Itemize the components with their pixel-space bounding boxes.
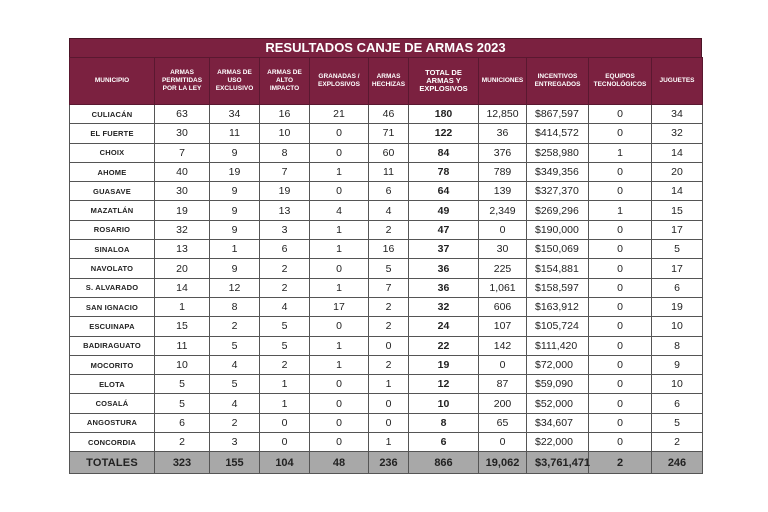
cell-impacto: 3 [260,220,310,239]
cell-equipos: 2 [589,452,652,474]
cell-total: 84 [409,143,479,162]
cell-granadas: 0 [310,394,369,413]
cell-municiones: 19,062 [479,452,527,474]
cell-municipio: COSALÁ [70,394,155,413]
cell-municipio: NAVOLATO [70,259,155,278]
cell-granadas: 0 [310,143,369,162]
cell-municipio: SAN IGNACIO [70,297,155,316]
cell-permitidas: 5 [155,394,210,413]
cell-hechizas: 4 [369,201,409,220]
cell-total: 36 [409,259,479,278]
cell-juguetes: 6 [652,394,703,413]
results-table [69,57,703,474]
cell-permitidas: 14 [155,278,210,297]
cell-permitidas: 5 [155,375,210,394]
cell-total: 19 [409,355,479,374]
cell-juguetes: 14 [652,143,703,162]
cell-municipio: MOCORITO [70,355,155,374]
table-row [70,240,703,259]
cell-exclusivo: 2 [210,413,260,432]
cell-impacto: 1 [260,375,310,394]
cell-granadas: 17 [310,297,369,316]
cell-impacto: 2 [260,355,310,374]
cell-hechizas: 236 [369,452,409,474]
cell-municiones: 225 [479,259,527,278]
cell-exclusivo: 12 [210,278,260,297]
table-row [70,143,703,162]
cell-municiones: 0 [479,355,527,374]
cell-granadas: 1 [310,220,369,239]
cell-municiones: 65 [479,413,527,432]
cell-juguetes: 5 [652,413,703,432]
cell-exclusivo: 9 [210,259,260,278]
cell-equipos: 1 [589,201,652,220]
table-row [70,259,703,278]
cell-municipio: ROSARIO [70,220,155,239]
cell-incentivos: $414,572 [527,124,589,143]
cell-exclusivo: 155 [210,452,260,474]
header-row [70,58,703,105]
cell-impacto: 13 [260,201,310,220]
cell-permitidas: 20 [155,259,210,278]
cell-incentivos: $59,090 [527,375,589,394]
cell-total: 37 [409,240,479,259]
cell-impacto: 6 [260,240,310,259]
cell-impacto: 1 [260,394,310,413]
cell-permitidas: 10 [155,355,210,374]
cell-total: 49 [409,201,479,220]
cell-granadas: 1 [310,240,369,259]
cell-hechizas: 1 [369,433,409,452]
cell-juguetes: 20 [652,162,703,181]
cell-permitidas: 6 [155,413,210,432]
cell-exclusivo: 1 [210,240,260,259]
cell-equipos: 0 [589,394,652,413]
cell-municipio: CONCORDIA [70,433,155,452]
cell-equipos: 0 [589,162,652,181]
cell-permitidas: 15 [155,317,210,336]
cell-juguetes: 17 [652,220,703,239]
cell-municiones: 36 [479,124,527,143]
cell-hechizas: 5 [369,259,409,278]
cell-exclusivo: 3 [210,433,260,452]
cell-hechizas: 1 [369,375,409,394]
cell-granadas: 0 [310,413,369,432]
cell-total: 12 [409,375,479,394]
cell-exclusivo: 34 [210,105,260,124]
cell-municipio: S. ALVARADO [70,278,155,297]
cell-equipos: 0 [589,240,652,259]
cell-exclusivo: 5 [210,375,260,394]
cell-total: 78 [409,162,479,181]
cell-exclusivo: 9 [210,220,260,239]
cell-municiones: 142 [479,336,527,355]
cell-equipos: 0 [589,317,652,336]
table-row [70,375,703,394]
cell-permitidas: 63 [155,105,210,124]
cell-municipio: ANGOSTURA [70,413,155,432]
cell-municiones: 0 [479,220,527,239]
cell-permitidas: 30 [155,182,210,201]
cell-juguetes: 246 [652,452,703,474]
table-row [70,433,703,452]
cell-impacto: 5 [260,317,310,336]
cell-municiones: 107 [479,317,527,336]
cell-permitidas: 1 [155,297,210,316]
cell-municipio: TOTALES [70,452,155,474]
cell-juguetes: 8 [652,336,703,355]
cell-granadas: 0 [310,124,369,143]
table-row [70,297,703,316]
cell-total: 36 [409,278,479,297]
cell-hechizas: 0 [369,413,409,432]
cell-granadas: 1 [310,278,369,297]
cell-equipos: 0 [589,297,652,316]
cell-incentivos: $269,296 [527,201,589,220]
cell-total: 24 [409,317,479,336]
cell-total: 64 [409,182,479,201]
cell-granadas: 0 [310,259,369,278]
cell-granadas: 0 [310,317,369,336]
header-permitidas: ARMAS PERMITIDAS POR LA LEY [155,58,210,105]
cell-juguetes: 15 [652,201,703,220]
cell-equipos: 0 [589,336,652,355]
cell-hechizas: 2 [369,297,409,316]
cell-impacto: 0 [260,433,310,452]
cell-total: 32 [409,297,479,316]
cell-equipos: 0 [589,278,652,297]
cell-municiones: 139 [479,182,527,201]
cell-granadas: 1 [310,162,369,181]
cell-juguetes: 6 [652,278,703,297]
cell-equipos: 0 [589,355,652,374]
table-row [70,182,703,201]
cell-impacto: 4 [260,297,310,316]
cell-permitidas: 323 [155,452,210,474]
cell-equipos: 0 [589,413,652,432]
cell-exclusivo: 8 [210,297,260,316]
cell-granadas: 21 [310,105,369,124]
cell-granadas: 1 [310,355,369,374]
cell-impacto: 2 [260,259,310,278]
header-impacto: ARMAS DE ALTO IMPACTO [260,58,310,105]
cell-municiones: 376 [479,143,527,162]
cell-permitidas: 2 [155,433,210,452]
cell-incentivos: $154,881 [527,259,589,278]
cell-hechizas: 2 [369,355,409,374]
cell-granadas: 1 [310,336,369,355]
cell-juguetes: 10 [652,375,703,394]
cell-hechizas: 71 [369,124,409,143]
cell-total: 866 [409,452,479,474]
table-row [70,413,703,432]
header-exclusivo: ARMAS DE USO EXCLUSIVO [210,58,260,105]
table-row [70,317,703,336]
cell-incentivos: $349,356 [527,162,589,181]
cell-municiones: 30 [479,240,527,259]
cell-impacto: 7 [260,162,310,181]
cell-exclusivo: 5 [210,336,260,355]
cell-incentivos: $111,420 [527,336,589,355]
cell-equipos: 0 [589,259,652,278]
totals-row [70,452,703,474]
header-total: TOTAL DE ARMAS Y EXPLOSIVOS [409,58,479,105]
cell-total: 122 [409,124,479,143]
cell-exclusivo: 9 [210,143,260,162]
cell-equipos: 0 [589,182,652,201]
cell-permitidas: 11 [155,336,210,355]
header-juguetes: JUGUETES [652,58,703,105]
cell-incentivos: $150,069 [527,240,589,259]
cell-municipio: ESCUINAPA [70,317,155,336]
cell-municipio: AHOME [70,162,155,181]
cell-granadas: 0 [310,375,369,394]
table-row [70,336,703,355]
table-row [70,124,703,143]
cell-juguetes: 34 [652,105,703,124]
cell-municipio: BADIRAGUATO [70,336,155,355]
cell-incentivos: $3,761,471 [527,452,589,474]
cell-impacto: 10 [260,124,310,143]
cell-hechizas: 7 [369,278,409,297]
cell-municipio: GUASAVE [70,182,155,201]
cell-incentivos: $190,000 [527,220,589,239]
cell-equipos: 0 [589,433,652,452]
cell-equipos: 0 [589,220,652,239]
cell-hechizas: 0 [369,394,409,413]
cell-equipos: 0 [589,124,652,143]
header-granadas: GRANADAS / EXPLOSIVOS [310,58,369,105]
cell-exclusivo: 4 [210,355,260,374]
cell-municiones: 87 [479,375,527,394]
cell-hechizas: 0 [369,336,409,355]
cell-municiones: 200 [479,394,527,413]
cell-total: 6 [409,433,479,452]
cell-exclusivo: 4 [210,394,260,413]
cell-incentivos: $52,000 [527,394,589,413]
cell-municipio: ELOTA [70,375,155,394]
cell-equipos: 1 [589,143,652,162]
cell-total: 180 [409,105,479,124]
cell-hechizas: 16 [369,240,409,259]
cell-incentivos: $867,597 [527,105,589,124]
cell-permitidas: 32 [155,220,210,239]
table-row [70,278,703,297]
cell-juguetes: 17 [652,259,703,278]
cell-permitidas: 30 [155,124,210,143]
cell-municiones: 12,850 [479,105,527,124]
cell-hechizas: 11 [369,162,409,181]
cell-juguetes: 14 [652,182,703,201]
cell-permitidas: 13 [155,240,210,259]
cell-incentivos: $327,370 [527,182,589,201]
cell-impacto: 8 [260,143,310,162]
cell-incentivos: $258,980 [527,143,589,162]
table-body [70,105,703,474]
cell-total: 47 [409,220,479,239]
cell-exclusivo: 9 [210,201,260,220]
cell-juguetes: 10 [652,317,703,336]
cell-permitidas: 19 [155,201,210,220]
cell-hechizas: 2 [369,220,409,239]
cell-municipio: SINALOA [70,240,155,259]
cell-juguetes: 2 [652,433,703,452]
cell-total: 22 [409,336,479,355]
header-municipio: MUNICIPIO [70,58,155,105]
cell-granadas: 0 [310,182,369,201]
cell-municiones: 789 [479,162,527,181]
cell-municiones: 606 [479,297,527,316]
cell-incentivos: $34,607 [527,413,589,432]
table-row [70,220,703,239]
cell-municipio: EL FUERTE [70,124,155,143]
cell-municiones: 0 [479,433,527,452]
cell-incentivos: $22,000 [527,433,589,452]
cell-exclusivo: 2 [210,317,260,336]
header-incentivos: INCENTIVOS ENTREGADOS [527,58,589,105]
cell-impacto: 16 [260,105,310,124]
cell-exclusivo: 9 [210,182,260,201]
cell-hechizas: 60 [369,143,409,162]
cell-exclusivo: 11 [210,124,260,143]
cell-permitidas: 7 [155,143,210,162]
cell-incentivos: $163,912 [527,297,589,316]
cell-hechizas: 2 [369,317,409,336]
cell-impacto: 104 [260,452,310,474]
cell-impacto: 5 [260,336,310,355]
table-title: RESULTADOS CANJE DE ARMAS 2023 [69,38,702,57]
cell-total: 8 [409,413,479,432]
cell-permitidas: 40 [155,162,210,181]
table-row [70,201,703,220]
cell-granadas: 4 [310,201,369,220]
cell-equipos: 0 [589,105,652,124]
header-hechizas: ARMAS HECHIZAS [369,58,409,105]
table-row [70,394,703,413]
header-equipos: EQUIPOS TECNOLÓGICOS [589,58,652,105]
cell-granadas: 0 [310,433,369,452]
table-row [70,355,703,374]
cell-impacto: 19 [260,182,310,201]
results-sheet [69,38,702,474]
cell-municiones: 1,061 [479,278,527,297]
cell-granadas: 48 [310,452,369,474]
cell-juguetes: 32 [652,124,703,143]
cell-hechizas: 46 [369,105,409,124]
cell-incentivos: $72,000 [527,355,589,374]
cell-municipio: CULIACÁN [70,105,155,124]
cell-incentivos: $158,597 [527,278,589,297]
cell-exclusivo: 19 [210,162,260,181]
cell-total: 10 [409,394,479,413]
header-municiones: MUNICIONES [479,58,527,105]
table-row [70,162,703,181]
cell-municipio: MAZATLÁN [70,201,155,220]
table-row [70,105,703,124]
cell-equipos: 0 [589,375,652,394]
cell-impacto: 0 [260,413,310,432]
cell-hechizas: 6 [369,182,409,201]
cell-juguetes: 9 [652,355,703,374]
cell-municiones: 2,349 [479,201,527,220]
cell-impacto: 2 [260,278,310,297]
cell-juguetes: 5 [652,240,703,259]
cell-juguetes: 19 [652,297,703,316]
cell-incentivos: $105,724 [527,317,589,336]
cell-municipio: CHOIX [70,143,155,162]
